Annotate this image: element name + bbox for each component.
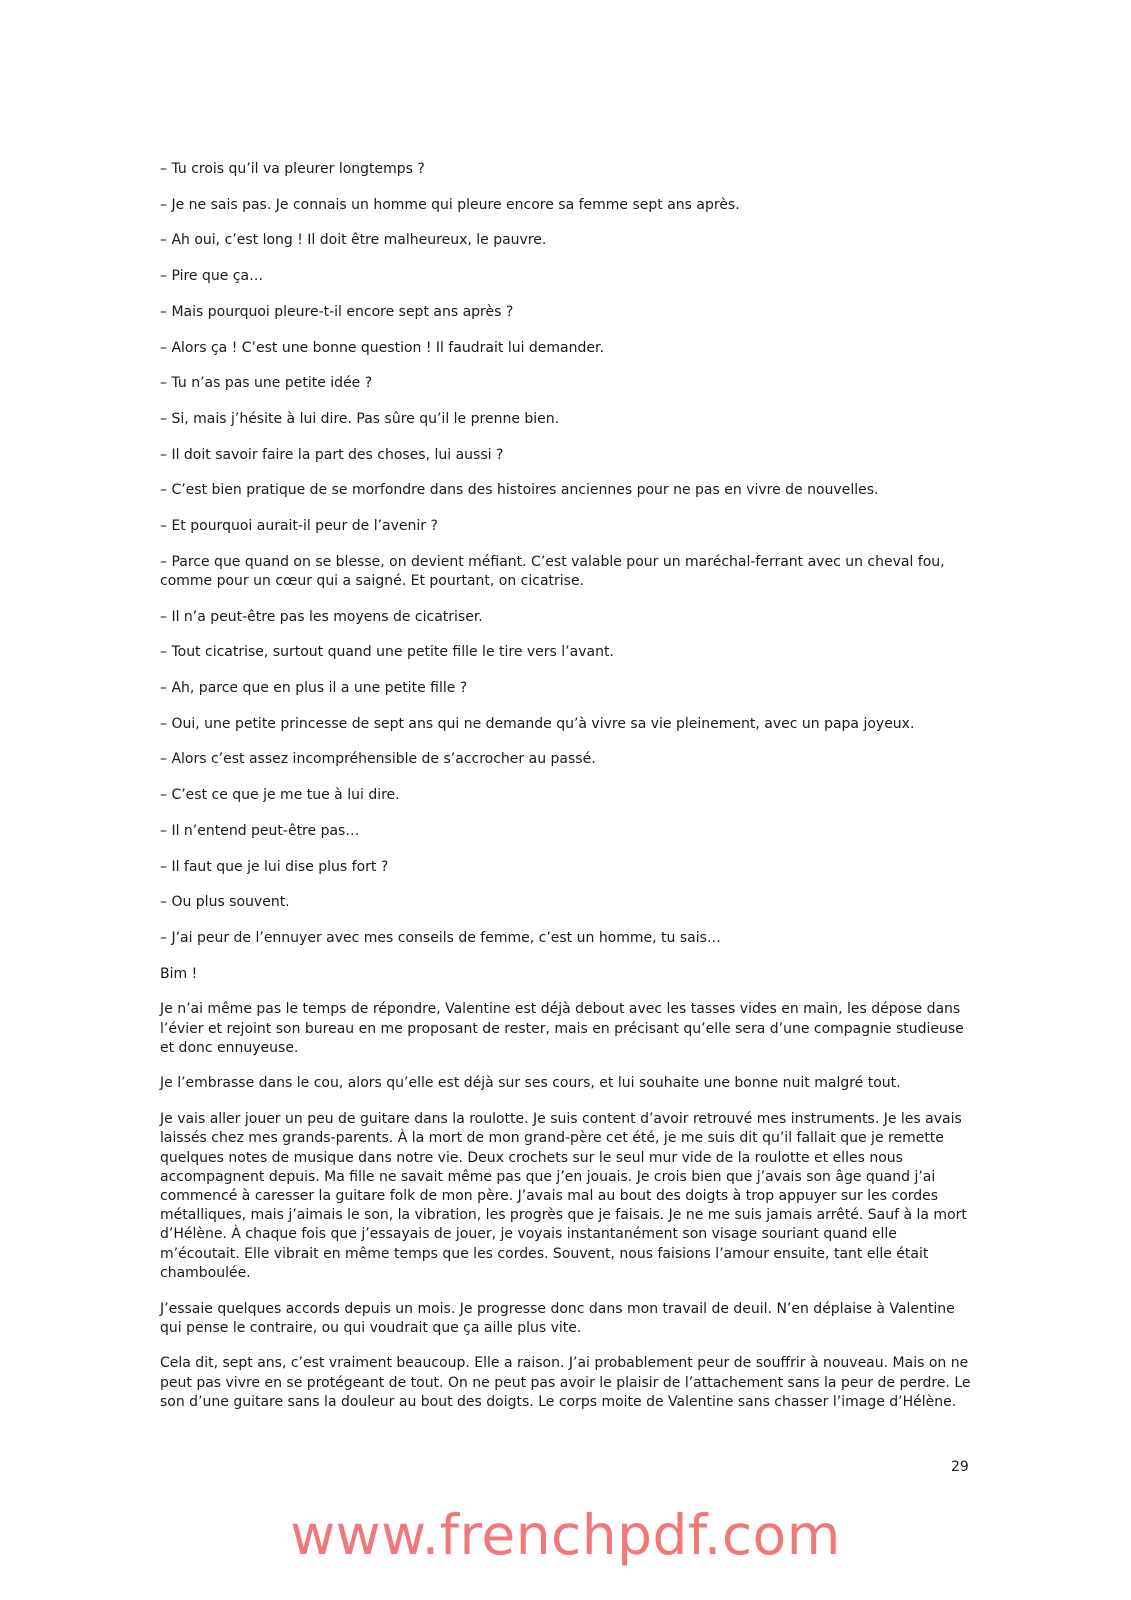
document-body <box>160 160 972 1429</box>
paragraph: Je vais aller jouer un peu de guitare dans la roulotte. Je suis content d’avoir retrouvé mes instruments. Je les avais laissés chez mes grands-parents. À la mort de mon grand-père cet été, je me suis dit qu’il fallait que je remette quelques notes de musique dans notre vie. Deux crochets sur le seul mur vide de la roulotte et elles nous accompagnent depuis. Ma fille ne savait même pas que j’en jouais. Je crois bien que j’avais son âge quand j’ai commencé à caresser la guitare folk de mon père. J’avais mal au bout des doigts à trop appuyer sur les cordes métalliques, mais j’aimais le son, la vibration, les progrès que je faisais. Je ne me suis jamais arrêté. Sauf à la mort d’Hélène. À chaque fois que j’essayais de jouer, je voyais instantanément son visage souriant quand elle m’écoutait. Elle vibrait en même temps que les cordes. Souvent, nous faisions l’amour ensuite, tant elle était chamboulée. <box>160 1111 967 1281</box>
paragraph: – Je ne sais pas. Je connais un homme qui pleure encore sa femme sept ans après. <box>160 196 740 213</box>
paragraph: – Ah oui, c’est long ! Il doit être malheureux, le pauvre. <box>160 232 547 249</box>
paragraph: Bim ! <box>160 965 198 982</box>
paragraph: Je n’ai même pas le temps de répondre, Valentine est déjà debout avec les tasses vides en main, les dépose dans l’évier et rejoint son bureau en me proposant de rester, mais en précisant qu’elle sera d’une compagnie studieuse et donc ennuyeuse. <box>160 1001 964 1056</box>
paragraph: – Si, mais j’hésite à lui dire. Pas sûre qu’il le prenne bien. <box>160 410 560 427</box>
paragraph: – C’est ce que je me tue à lui dire. <box>160 787 400 804</box>
paragraph: – C’est bien pratique de se morfondre dans des histoires anciennes pour ne pas en vivre de nouvelles. <box>160 482 879 499</box>
paragraph: – Il n’a peut-être pas les moyens de cicatriser. <box>160 608 483 625</box>
paragraph: – Alors ça ! C’est une bonne question ! Il faudrait lui demander. <box>160 339 604 356</box>
paragraph: – Il doit savoir faire la part des choses, lui aussi ? <box>160 446 504 463</box>
paragraph: – Tu crois qu’il va pleurer longtemps ? <box>160 161 425 177</box>
paragraph: – Alors c’est assez incompréhensible de s’accrocher au passé. <box>160 751 596 768</box>
paragraph: – Oui, une petite princesse de sept ans qui ne demande qu’à vivre sa vie pleinement, avec un papa joyeux. <box>160 715 915 732</box>
paragraph: – Pire que ça… <box>160 268 264 285</box>
watermark: www.frenchpdf.com <box>290 1503 841 1567</box>
paragraph: – Il n’entend peut-être pas… <box>160 822 360 839</box>
paragraph: – Et pourquoi aurait-il peur de l’avenir ? <box>160 518 438 535</box>
paragraph: Je l’embrasse dans le cou, alors qu’elle est déjà sur ses cours, et lui souhaite une bonne nuit malgré tout. <box>160 1075 901 1092</box>
paragraph: – Tu n’as pas une petite idée ? <box>160 375 373 392</box>
paragraph: – Parce que quand on se blesse, on devient méfiant. C’est valable pour un maréchal-ferrant avec un cheval fou, comme pour un cœur qui a saigné. Et pourtant, on cicatrise. <box>160 553 945 589</box>
paragraph: – Il faut que je lui dise plus fort ? <box>160 858 389 875</box>
paragraph: – Mais pourquoi pleure-t-il encore sept ans après ? <box>160 303 514 320</box>
paragraph: J’essaie quelques accords depuis un mois. Je progresse donc dans mon travail de deuil. N’en déplaise à Valentine qui pense le contraire, ou qui voudrait que ça aille plus vite. <box>160 1300 955 1336</box>
paragraph: – Ou plus souvent. <box>160 894 290 911</box>
paragraph: – Tout cicatrise, surtout quand une petite fille le tire vers l’avant. <box>160 644 614 661</box>
page-number: 29 <box>951 1459 969 1475</box>
paragraph: – Ah, parce que en plus il a une petite fille ? <box>160 680 468 697</box>
paragraph: – J’ai peur de l’ennuyer avec mes conseils de femme, c’est un homme, tu sais… <box>160 929 721 946</box>
paragraph: Cela dit, sept ans, c’est vraiment beaucoup. Elle a raison. J’ai probablement peur de souffrir à nouveau. Mais on ne peut pas vivre en se protégeant de tout. On ne peut pas avoir le plaisir de l’attachement sans la peur de perdre. Le son d’une guitare sans la douleur au bout des doigts. Le corps moite de Valentine sans chasser l’image d’Hélène. <box>160 1355 971 1410</box>
